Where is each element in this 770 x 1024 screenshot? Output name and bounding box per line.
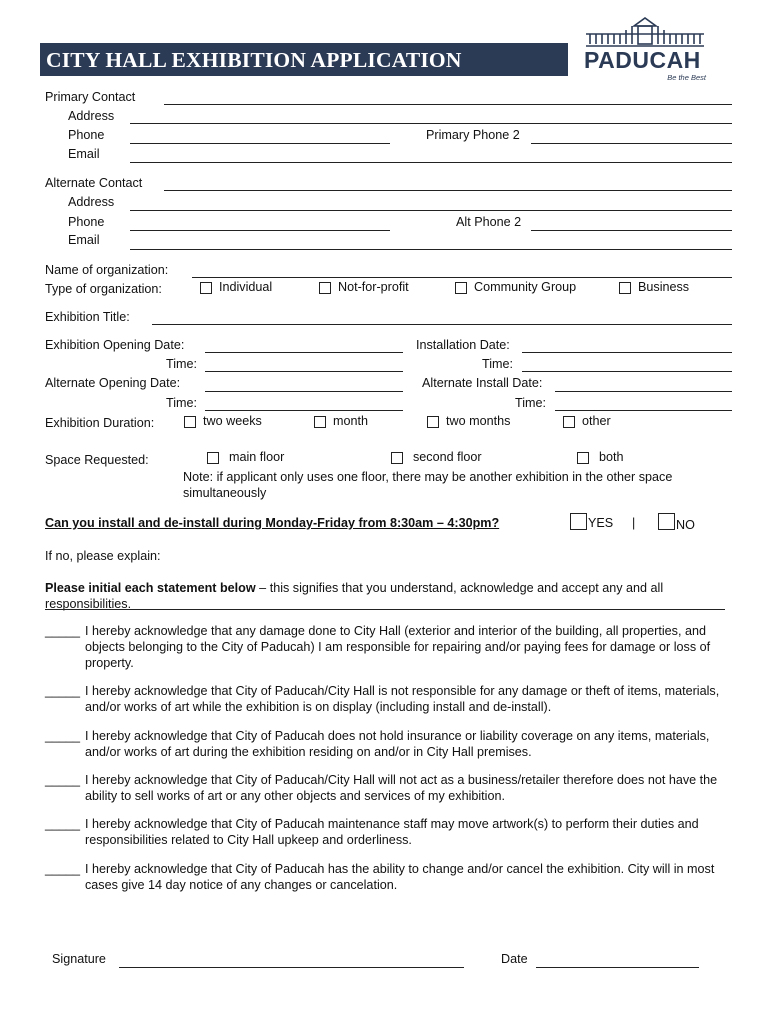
alt-install-date-field[interactable] bbox=[555, 391, 732, 392]
statement-text: I hereby acknowledge that City of Paducah maintenance staff may move artwork(s) to perform their duties and responsibilities related to City Hall upkeep and orderliness. bbox=[85, 817, 699, 847]
alt-phone-2-label: Alt Phone 2 bbox=[456, 215, 522, 229]
org-type-business-checkbox[interactable] bbox=[619, 282, 631, 294]
primary-phone-2-field[interactable] bbox=[531, 143, 732, 144]
exhibition-title-label: Exhibition Title: bbox=[45, 310, 130, 324]
alt-phone-2-field[interactable] bbox=[531, 230, 732, 231]
initial-blank[interactable]: _____ bbox=[45, 684, 81, 698]
statement-text: I hereby acknowledge that City of Paducah does not hold insurance or liability coverage on any items, materials, and/or works of art during the exhibition residing on and/or in City Hall premises. bbox=[85, 729, 710, 759]
paducah-logo bbox=[582, 14, 708, 84]
installation-time-label: Time: bbox=[482, 357, 514, 371]
alternate-email-label: Email bbox=[68, 233, 100, 247]
installation-time-field[interactable] bbox=[522, 371, 732, 372]
alternate-email-field[interactable] bbox=[130, 249, 732, 250]
duration-other-label: other bbox=[582, 414, 611, 428]
statement-item bbox=[45, 623, 735, 671]
alt-opening-date-label: Alternate Opening Date: bbox=[45, 376, 181, 390]
signature-field[interactable] bbox=[119, 967, 464, 968]
alternate-address-field[interactable] bbox=[130, 210, 732, 211]
duration-month-label: month bbox=[333, 414, 369, 428]
alternate-phone-label: Phone bbox=[68, 215, 105, 229]
initials-intro-rest: – this signifies that you understand, acknowledge and accept any and all responsibilities. bbox=[45, 581, 664, 611]
space-requested-label: Space Requested: bbox=[45, 453, 149, 467]
space-second-floor-checkbox[interactable] bbox=[391, 452, 403, 464]
statement-item bbox=[45, 861, 735, 893]
install-yes-label: YES bbox=[588, 516, 614, 530]
org-type-individual-label: Individual bbox=[219, 280, 273, 294]
initial-blank[interactable]: _____ bbox=[45, 729, 81, 743]
installation-date-field[interactable] bbox=[522, 352, 732, 353]
alternate-phone-field[interactable] bbox=[130, 230, 390, 231]
org-type-community-label: Community Group bbox=[474, 280, 577, 294]
primary-email-field[interactable] bbox=[130, 162, 732, 163]
primary-email-label: Email bbox=[68, 147, 100, 161]
install-question: Can you install and de-install during Monday-Friday from 8:30am – 4:30pm? bbox=[45, 516, 500, 530]
alt-opening-time-label: Time: bbox=[166, 396, 198, 410]
initials-intro bbox=[45, 580, 735, 612]
duration-two-weeks-label: two weeks bbox=[203, 414, 262, 428]
duration-two-months-label: two months bbox=[446, 414, 511, 428]
signature-label: Signature bbox=[52, 952, 106, 966]
alt-install-date-label: Alternate Install Date: bbox=[422, 376, 543, 390]
logo-tagline: Be the Best bbox=[667, 73, 706, 82]
alt-install-time-label: Time: bbox=[515, 396, 547, 410]
opening-date-label: Exhibition Opening Date: bbox=[45, 338, 185, 352]
initial-blank[interactable]: _____ bbox=[45, 862, 81, 876]
logo-wordmark: PADUCAH bbox=[584, 47, 701, 73]
alternate-contact-label: Alternate Contact bbox=[45, 176, 143, 190]
exhibition-title-field[interactable] bbox=[152, 324, 732, 325]
alt-opening-time-field[interactable] bbox=[205, 410, 403, 411]
intro-divider bbox=[45, 609, 725, 610]
opening-time-field[interactable] bbox=[205, 371, 403, 372]
install-no-label: NO bbox=[676, 518, 695, 532]
date-label: Date bbox=[501, 952, 528, 966]
alternate-address-label: Address bbox=[68, 195, 115, 209]
initial-blank[interactable]: _____ bbox=[45, 624, 81, 638]
primary-contact-field[interactable] bbox=[164, 104, 732, 105]
date-field[interactable] bbox=[536, 967, 699, 968]
opening-date-field[interactable] bbox=[205, 352, 403, 353]
primary-phone-label: Phone bbox=[68, 128, 105, 142]
initials-intro-bold: Please initial each statement below bbox=[45, 581, 256, 595]
alt-install-time-field[interactable] bbox=[555, 410, 732, 411]
explain-label: If no, please explain: bbox=[45, 549, 161, 563]
org-type-community-checkbox[interactable] bbox=[455, 282, 467, 294]
space-main-floor-label: main floor bbox=[229, 450, 285, 464]
org-name-label: Name of organization: bbox=[45, 263, 169, 277]
primary-contact-label: Primary Contact bbox=[45, 90, 136, 104]
primary-address-label: Address bbox=[68, 109, 115, 123]
primary-phone-field[interactable] bbox=[130, 143, 390, 144]
primary-phone-2-label: Primary Phone 2 bbox=[426, 128, 520, 142]
install-no-checkbox[interactable] bbox=[658, 513, 675, 530]
primary-address-field[interactable] bbox=[130, 123, 732, 124]
org-type-label: Type of organization: bbox=[45, 282, 162, 296]
duration-month-checkbox[interactable] bbox=[314, 416, 326, 428]
statement-text: I hereby acknowledge that any damage done to City Hall (exterior and interior of the building, all properties, and objects belonging to the City of Paducah) I am responsible for repairing and/or paying fees for damage or loss of property. bbox=[85, 624, 711, 670]
org-type-nonprofit-checkbox[interactable] bbox=[319, 282, 331, 294]
install-yes-checkbox[interactable] bbox=[570, 513, 587, 530]
org-type-business-label: Business bbox=[638, 280, 690, 294]
space-second-floor-label: second floor bbox=[413, 450, 482, 464]
duration-two-months-checkbox[interactable] bbox=[427, 416, 439, 428]
org-type-individual-checkbox[interactable] bbox=[200, 282, 212, 294]
space-note: Note: if applicant only uses one floor, there may be another exhibition in the other space simultaneously bbox=[183, 470, 673, 500]
initial-blank[interactable]: _____ bbox=[45, 773, 81, 787]
duration-label: Exhibition Duration: bbox=[45, 416, 155, 430]
statement-item bbox=[45, 772, 735, 804]
org-type-nonprofit-label: Not-for-profit bbox=[338, 280, 409, 294]
org-name-field[interactable] bbox=[192, 277, 732, 278]
alternate-contact-field[interactable] bbox=[164, 190, 732, 191]
duration-two-weeks-checkbox[interactable] bbox=[184, 416, 196, 428]
statement-item bbox=[45, 816, 735, 848]
space-both-checkbox[interactable] bbox=[577, 452, 589, 464]
page-title: CITY HALL EXHIBITION APPLICATION bbox=[46, 48, 462, 72]
initial-blank[interactable]: _____ bbox=[45, 817, 81, 831]
opening-time-label: Time: bbox=[166, 357, 198, 371]
statement-text: I hereby acknowledge that City of Paducah/City Hall is not responsible for any damage or theft of items, materials, and/or works of art while the exhibition is on display (including install and de-install). bbox=[85, 684, 720, 714]
alt-opening-date-field[interactable] bbox=[205, 391, 403, 392]
space-both-label: both bbox=[599, 450, 624, 464]
duration-other-checkbox[interactable] bbox=[563, 416, 575, 428]
statement-text: I hereby acknowledge that City of Paducah has the ability to change and/or cancel the exhibition. City will in most cases give 14 day notice of any changes or cancelation. bbox=[85, 862, 715, 892]
installation-date-label: Installation Date: bbox=[416, 338, 510, 352]
statement-item bbox=[45, 728, 735, 760]
space-main-floor-checkbox[interactable] bbox=[207, 452, 219, 464]
statement-item bbox=[45, 683, 735, 715]
install-separator: | bbox=[632, 516, 636, 530]
statement-text: I hereby acknowledge that City of Paducah/City Hall will not act as a business/retailer therefore does not have the ability to sell works of art or any other objects and services of my exhibition. bbox=[85, 773, 718, 803]
